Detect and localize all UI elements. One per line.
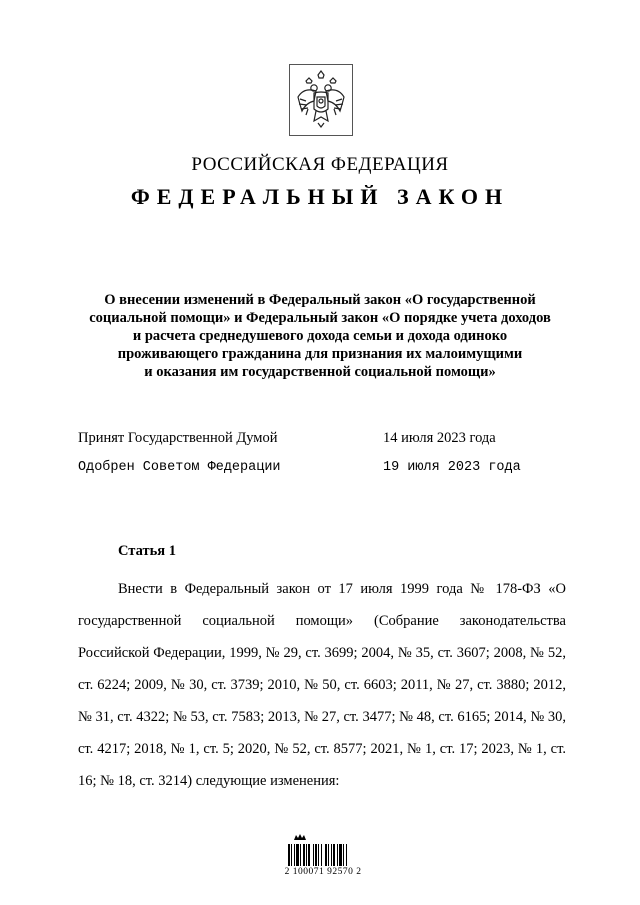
coat-of-arms-icon bbox=[294, 69, 348, 131]
law-title bbox=[60, 291, 580, 381]
emblem-frame bbox=[289, 64, 353, 136]
article-heading: Статья 1 bbox=[118, 543, 176, 559]
printer-mark-icon bbox=[293, 833, 307, 844]
council-approval-row bbox=[78, 460, 538, 475]
duma-adoption-date: 14 июля 2023 года bbox=[383, 430, 496, 446]
council-approval-label: Одобрен Советом Федерации bbox=[78, 460, 281, 475]
law-title-line: и оказания им государственной социальной помощи» bbox=[144, 364, 496, 380]
council-approval-date: 19 июля 2023 года bbox=[383, 460, 521, 475]
barcode-icon bbox=[288, 844, 358, 866]
law-title-line: и расчета среднедушевого дохода семьи и дохода одиноко bbox=[132, 328, 508, 344]
duma-adoption-label: Принят Государственной Думой bbox=[78, 430, 278, 446]
article-body: Внести в Федеральный закон от 17 июля 1999 года № 178-ФЗ «О государственной социальной помощи» (Собрание законодательства Российской Федерации, 1999, № 29, ст. 3699; 2004, № 35, ст. 3607; 2008, № 52, ст. 6224; 2009, № 30, ст. 3739; 2010, № 50, ст. 6603; 2011, № 27, ст. 3880; 2012, № 31, ст. 4322; № 53, ст. 7583; 2013, № 27, ст. 3477; № 48, ст. 6165; 2014, № 30, ст. 4217; 2018, № 1, ст. 5; 2020, № 52, ст. 8577; 2021, № 1, ст. 17; 2023, № 1, ст. 16; № 18, ст. 3214) следующие изменения: bbox=[78, 581, 566, 789]
barcode-number: 2 100071 92570 2 bbox=[284, 867, 362, 877]
law-title-line: проживающего гражданина для признания их малоимущими bbox=[117, 346, 523, 362]
country-name: РОССИЙСКАЯ ФЕДЕРАЦИЯ bbox=[191, 154, 449, 175]
law-title-line: О внесении изменений в Федеральный закон «О государственной bbox=[104, 292, 536, 308]
document-type: ФЕДЕРАЛЬНЫЙ ЗАКОН bbox=[130, 184, 510, 209]
duma-adoption-row bbox=[78, 430, 538, 447]
law-title-line: социальной помощи» и Федеральный закон «О порядке учета доходов bbox=[89, 310, 551, 326]
